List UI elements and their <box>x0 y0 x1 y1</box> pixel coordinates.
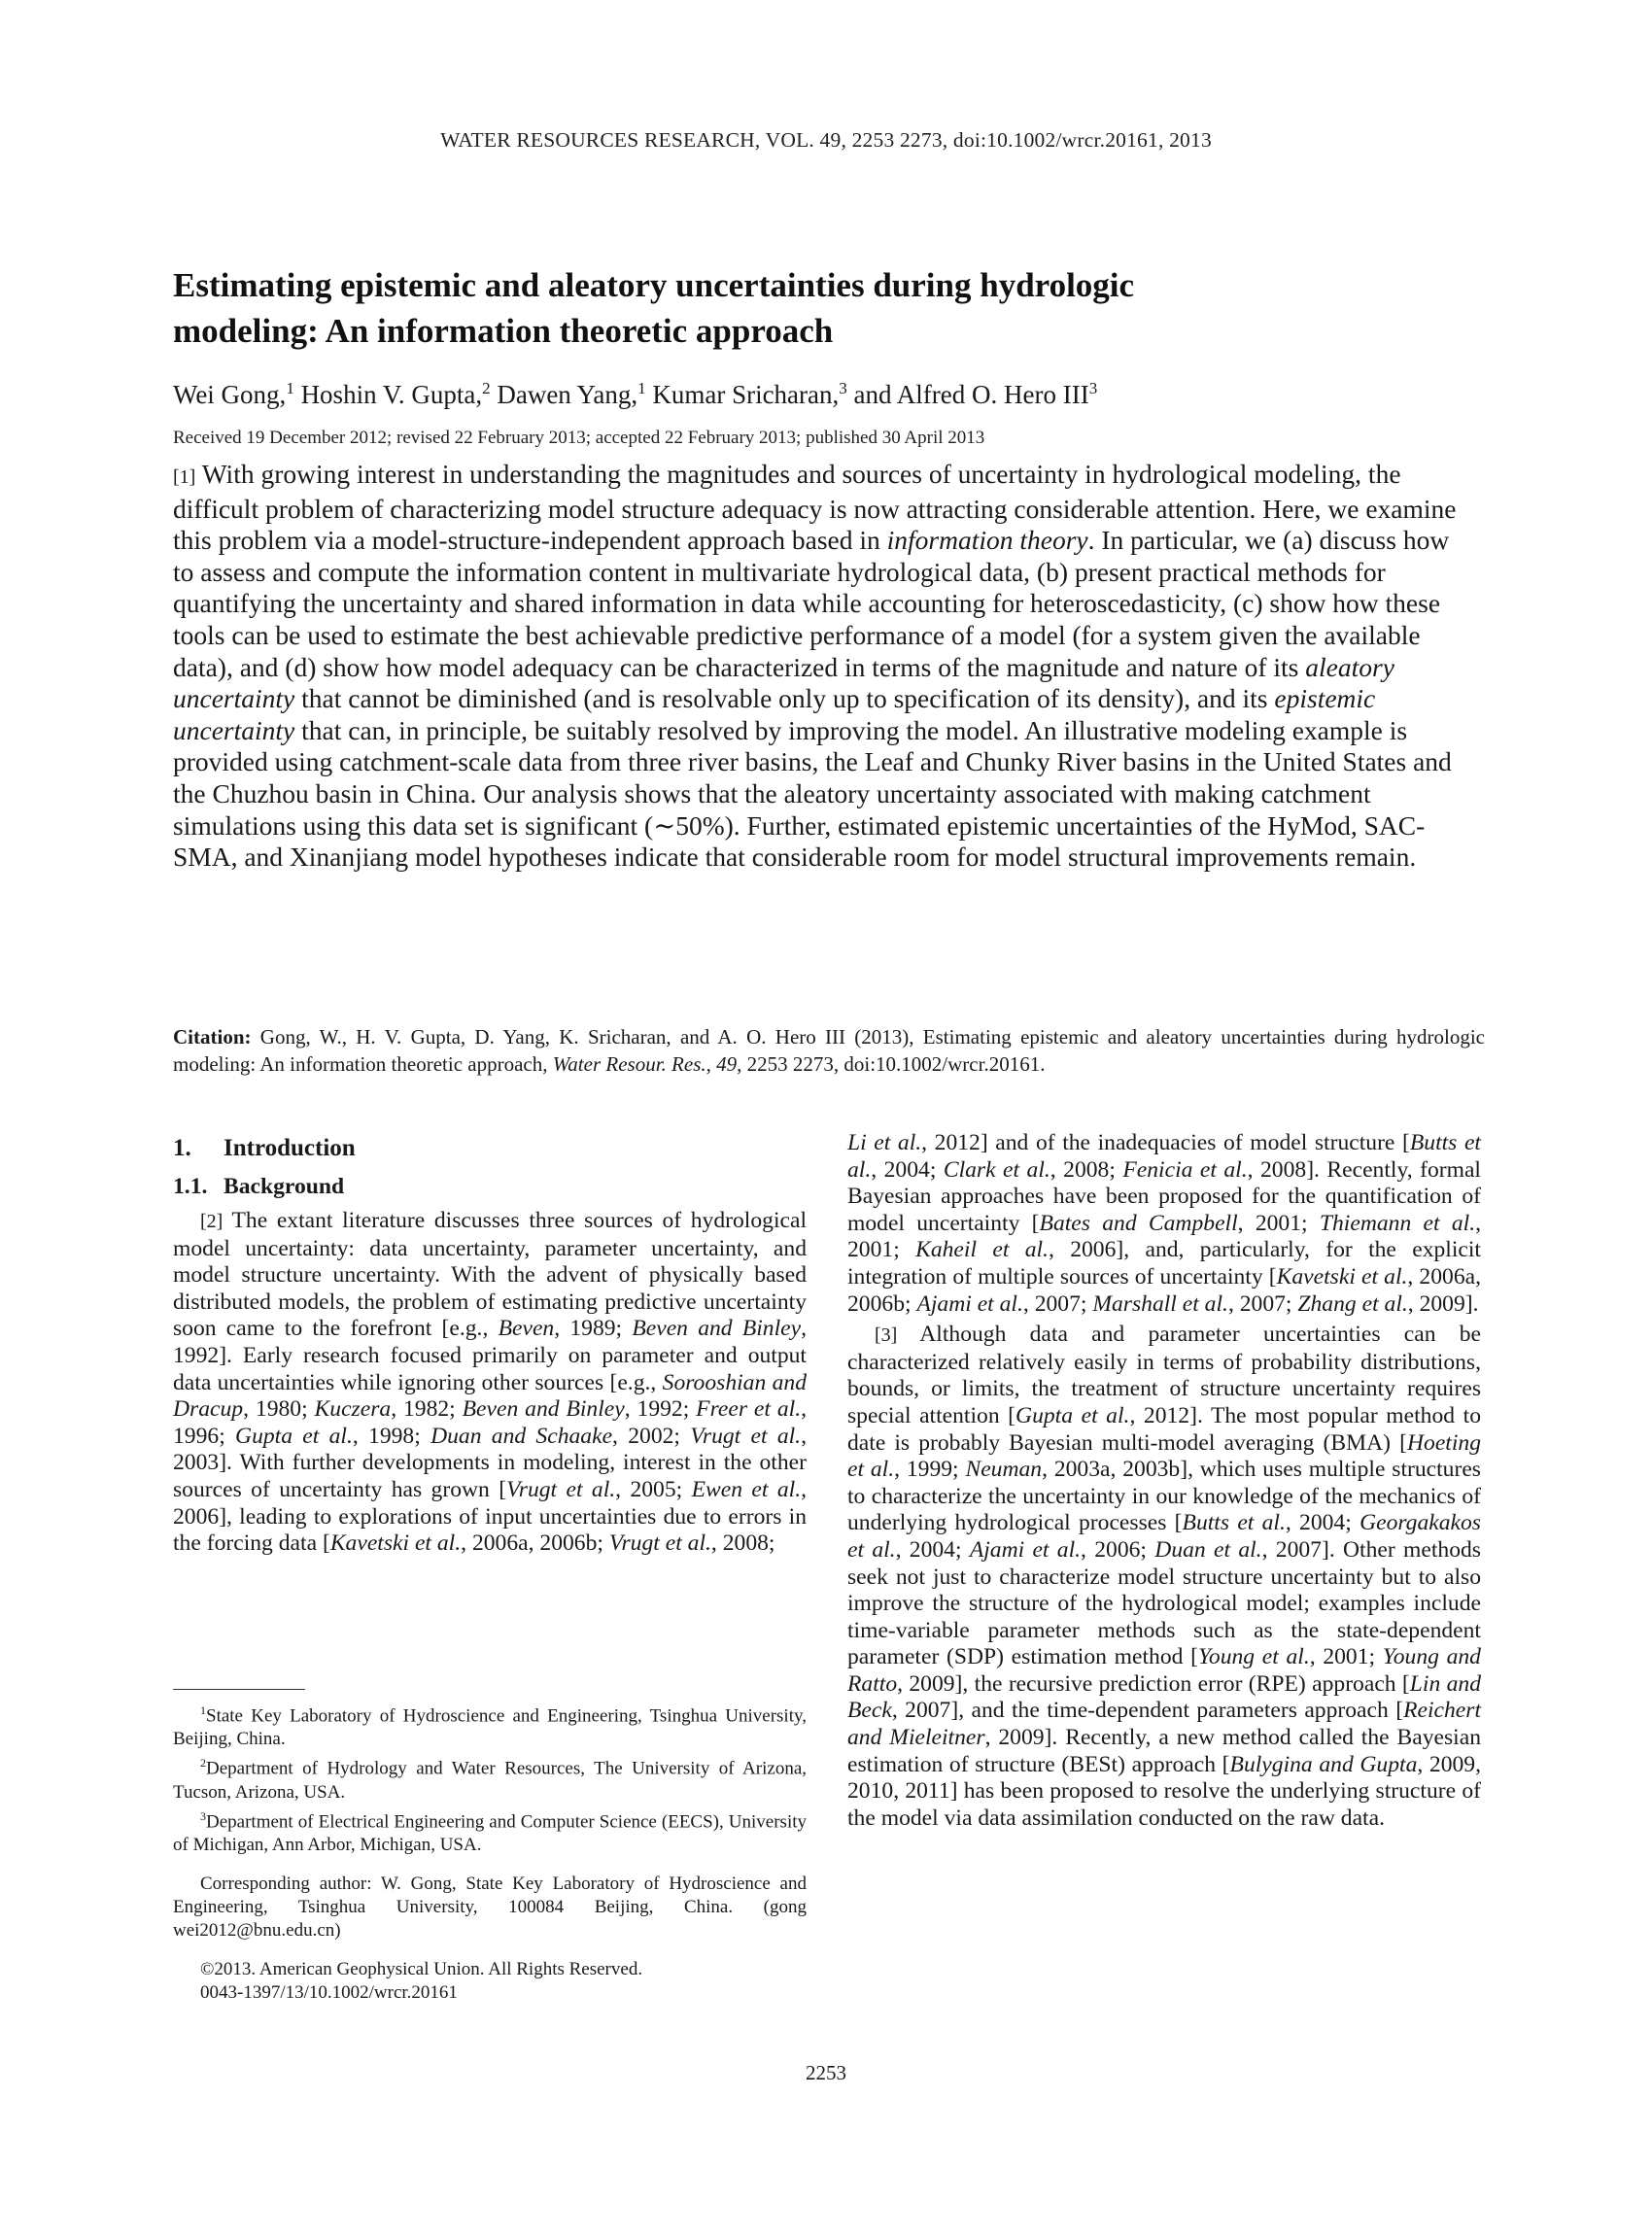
citation-ref: Gupta et al. <box>235 1423 353 1449</box>
citation-ref: Lin and Beck <box>847 1670 1482 1724</box>
citation-ref: Hoeting et al. <box>847 1429 1481 1483</box>
body-text: , 2007; <box>1227 1290 1298 1317</box>
body-text: , 1980; <box>243 1396 315 1423</box>
body-text: , 2009]. Recently, a new method called the Bayesian estimation of structure (BESt) approach [ <box>847 1725 1481 1777</box>
body-text: , 2001; <box>1237 1210 1320 1236</box>
paragraph-number: [1] <box>173 466 196 488</box>
section-heading-introduction <box>173 1134 807 1163</box>
citation-ref: Butts et al. <box>847 1130 1481 1183</box>
affiliation-mark: 1 <box>637 379 646 397</box>
citation-ref: Marshall et al. <box>1092 1290 1228 1317</box>
footnote-mark: 1 <box>200 1703 206 1717</box>
body-text: , 1992; <box>624 1396 697 1423</box>
body-text: , 2004; <box>895 1536 970 1563</box>
subsection-title: Background <box>224 1174 345 1199</box>
footnote-mark: 3 <box>200 1808 206 1823</box>
section-number: 1. <box>173 1135 191 1161</box>
right-column <box>847 1130 1481 1832</box>
body-text: , 2004; <box>1285 1510 1360 1536</box>
title-line-1: Estimating epistemic and aleatory uncertainties during hydrologic <box>173 266 1135 304</box>
citation-ref: Young and Ratto <box>847 1644 1481 1697</box>
affiliation-mark: 1 <box>286 379 294 397</box>
citation-ref: Li et al. <box>847 1130 922 1155</box>
affiliation-mark: 3 <box>1088 379 1098 397</box>
copyright: ©2013. American Geophysical Union. All Rights Reserved. <box>200 1958 643 1979</box>
citation <box>173 1023 1485 1078</box>
citation-ref: Kavetski et al. <box>329 1530 462 1557</box>
author-name: and Alfred O. Hero III <box>846 380 1089 409</box>
body-text: , 2012] and of the inadequacies of model structure [ <box>921 1130 1410 1155</box>
body-text: , 1996; <box>173 1396 807 1449</box>
citation-ref: Ajami et al. <box>916 1290 1023 1317</box>
citation-ref: Zhang et al. <box>1297 1290 1408 1317</box>
citation-ref: Beven and Binley <box>462 1396 625 1423</box>
citation-text: Gong, W., H. V. Gupta, D. Yang, K. Sricharan, and A. O. Hero III (2013), Estimating epistemic and aleatory uncertainties during hydrologic modeling: An information theoretic approach, <box>173 1025 1485 1076</box>
abstract-text: that can, in principle, be suitably resolved by improving the model. An illustrative modeling example is provided using catchment-scale data from three river basins, the Leaf and Chunky River basins in the United States and the Chuzhou basin in China. Our analysis shows that the aleatory uncertainty associated with making catchment simulations using this data set is significant (∼50%). Further, estimated epistemic uncertainties of the HyMod, SAC-SMA, and Xinanjiang model hypotheses indicate that considerable room for model structural improvements remain. <box>173 714 1452 873</box>
citation-ref: Thiemann et al. <box>1319 1210 1476 1236</box>
footnote-text: State Key Laboratory of Hydroscience and Engineering, Tsinghua University, Beijing, China. <box>173 1705 807 1750</box>
author-name: Dawen Yang, <box>490 380 638 409</box>
body-text: , 2003a, 2003b], which uses multiple structures to characterize the uncertainty in our knowledge of the mechanics of underlying hydrological processes [ <box>847 1457 1481 1536</box>
citation-ref: Clark et al. <box>943 1156 1050 1183</box>
citation-text: , 2253 2273, doi:10.1002/wrcr.20161. <box>737 1052 1046 1076</box>
affiliation-mark: 2 <box>482 379 491 397</box>
citation-ref: Ajami et al. <box>969 1536 1082 1563</box>
body-text: , 2004; <box>871 1156 944 1183</box>
footnote-mark: 2 <box>200 1756 206 1771</box>
body-text: , 2006], leading to explorations of input uncertainties due to errors in the forcing data [ <box>173 1476 807 1557</box>
issn-doi: 0043-1397/13/10.1002/wrcr.20161 <box>200 1981 458 2003</box>
body-text: , 2006], and, particularly, for the explicit integration of multiple sources of uncertainty [ <box>847 1237 1481 1289</box>
abstract-text: With growing interest in understanding the magnitudes and sources of uncertainty in hydrological modeling, the difficult problem of characterizing model structure adequacy is now attracting considerable attention. Here, we examine this problem via a model-structure-independent approach based in <box>173 459 1457 556</box>
body-text: , 2003]. With further developments in modeling, interest in the other sources of uncertainty has grown [ <box>173 1423 807 1502</box>
body-text: , 2009]. <box>1407 1290 1479 1317</box>
citation-text: , <box>706 1052 717 1076</box>
page-number: 2253 <box>806 2061 846 2084</box>
body-text: , 2009, 2010, 2011] has been proposed to resolve the underlying structure of the model via data assimilation conducted on the raw data. <box>847 1751 1481 1831</box>
citation-ref: Duan et al. <box>1154 1536 1262 1563</box>
citation-label: Citation: <box>173 1025 252 1049</box>
footnote-affiliation-2 <box>173 1751 807 1804</box>
citation-ref: Gupta et al. <box>1015 1402 1130 1428</box>
citation-ref: Sorooshian and Dracup <box>173 1369 807 1423</box>
footnote-affiliation-3 <box>173 1805 807 1857</box>
abstract-emphasis: aleatory uncertainty <box>173 651 1394 714</box>
body-text: , 1992]. Early research focused primarily on parameter and output data uncertainties while ignoring other sources [e.g., <box>173 1316 807 1395</box>
citation-volume: 49 <box>716 1052 738 1076</box>
author-name: Kumar Sricharan, <box>645 380 840 409</box>
citation-ref: Freer et al. <box>696 1396 802 1423</box>
body-text: The extant literature discusses three sources of hydrological model uncertainty: data uncertainty, parameter uncertainty, and model structure uncertainty. With the advent of physically based distributed models, the problem of estimating predictive uncertainty soon came to the forefront [e.g., <box>173 1208 807 1342</box>
body-text: , 2008]. Recently, formal Bayesian approaches have been proposed for the quantification of model uncertainty [ <box>847 1156 1481 1236</box>
body-text: , 2001; <box>1309 1644 1383 1670</box>
body-text: , 2006; <box>1081 1536 1155 1563</box>
citation-journal: Water Resour. Res. <box>552 1052 706 1076</box>
paragraph-2-continued <box>847 1130 1481 1318</box>
citation-ref: Georgakakos et al. <box>847 1510 1481 1563</box>
abstract-emphasis: epistemic uncertainty <box>173 683 1376 745</box>
citation-ref: Bulygina and Gupta <box>1229 1751 1418 1777</box>
paragraph-number: [3] <box>875 1324 898 1347</box>
body-text: , 1989; <box>554 1316 633 1342</box>
body-text: , 2009], the recursive prediction error (RPE) approach [ <box>897 1670 1410 1697</box>
body-text: , 1998; <box>352 1423 431 1449</box>
paragraph-2 <box>173 1208 807 1558</box>
journal-header: WATER RESOURCES RESEARCH, VOL. 49, 2253 2273, doi:10.1002/wrcr.20161, 2013 <box>440 128 1212 152</box>
title-line-2: modeling: An information theoretic approach <box>173 312 834 350</box>
abstract-text: that cannot be diminished (and is resolvable only up to specification of its density), and its <box>294 683 1275 714</box>
subsection-number: 1.1. <box>173 1174 208 1199</box>
author-name: Hoshin V. Gupta, <box>293 380 483 409</box>
body-text: Although data and parameter uncertainties can be characterized relatively easily in terms of probability distributions, bounds, or limits, the treatment of structure uncertainty requires special attention [ <box>847 1322 1481 1428</box>
citation-ref: Kavetski et al. <box>1276 1263 1408 1289</box>
author-list <box>173 371 1533 412</box>
corresponding-author: Corresponding author: W. Gong, State Key Laboratory of Hydroscience and Engineering, Tsinghua University, 100084 Beijing, China. (gong wei2012@bnu.edu.cn) <box>173 1873 807 1941</box>
body-text: , 2001; <box>847 1210 1481 1263</box>
citation-ref: Duan and Schaake <box>430 1423 613 1449</box>
body-text: , 1999; <box>894 1457 966 1483</box>
citation-ref: Beven and Binley <box>632 1316 802 1342</box>
footnote-rule <box>173 1689 305 1690</box>
body-text: , 1982; <box>391 1396 463 1423</box>
citation-ref: Kuczera <box>314 1396 392 1423</box>
citation-ref: Neuman <box>965 1457 1043 1483</box>
body-text: , 2005; <box>615 1476 692 1502</box>
citation-ref: Fenicia et al. <box>1122 1156 1248 1183</box>
citation-ref: Vrugt et al. <box>506 1476 616 1502</box>
footnotes <box>173 1699 807 2005</box>
body-text: , 2006a, 2006b; <box>461 1530 609 1557</box>
citation-ref: Beven <box>498 1316 555 1342</box>
affiliation-mark: 3 <box>839 379 847 397</box>
abstract <box>173 459 1475 874</box>
citation-ref: Young et al. <box>1197 1644 1310 1670</box>
body-text: , 2006a, 2006b; <box>847 1263 1481 1317</box>
citation-ref: Kaheil et al. <box>915 1237 1049 1263</box>
body-text: , 2007], and the time-dependent parameters approach [ <box>891 1698 1404 1724</box>
body-text: , 2012]. The most popular method to date is probably Bayesian multi-model averaging (BMA) [ <box>847 1402 1481 1456</box>
citation-ref: Bates and Campbell <box>1039 1210 1238 1236</box>
left-column <box>173 1130 807 1558</box>
citation-ref: Reichert and Mieleitner <box>847 1698 1481 1751</box>
citation-ref: Butts et al. <box>1182 1510 1286 1536</box>
article-title <box>173 262 1533 354</box>
subsection-heading-background <box>173 1173 807 1200</box>
citation-ref: Vrugt et al. <box>608 1530 711 1557</box>
abstract-emphasis: information theory <box>886 525 1088 556</box>
footnote-text: Department of Electrical Engineering and Computer Science (EECS), University of Michigan, Ann Arbor, Michigan, USA. <box>173 1810 807 1855</box>
received-dates: Received 19 December 2012; revised 22 February 2013; accepted 22 February 2013; published 30 April 2013 <box>173 428 985 448</box>
body-text: , 2002; <box>612 1423 691 1449</box>
body-text: , 2007; <box>1022 1290 1093 1317</box>
body-text: , 2007]. Other methods seek not just to characterize model structure uncertainty but to also improve the structure of the hydrological model; examples include time-variable parameter methods such as the state-dependent parameter (SDP) estimation method [ <box>847 1536 1481 1670</box>
citation-ref: Ewen et al. <box>691 1476 802 1502</box>
paragraph-number: [2] <box>200 1211 224 1232</box>
paragraph-3 <box>847 1322 1481 1832</box>
footnote-affiliation-1 <box>173 1699 807 1751</box>
footnote-text: Department of Hydrology and Water Resources, The University of Arizona, Tucson, Arizona, USA. <box>173 1758 807 1803</box>
author-name: Wei Gong, <box>173 380 287 409</box>
body-text: , 2008; <box>1050 1156 1123 1183</box>
body-text: , 2008; <box>710 1530 775 1557</box>
abstract-text: . In particular, we (a) discuss how to assess and compute the information content in multivariate hydrological data, (b) present practical methods for quantifying the uncertainty and shared information in data while accounting for heteroscedasticity, (c) show how these tools can be used to estimate the best achievable predictive performance of a model (for a system given the available data), and (d) show how model adequacy can be characterized in terms of the magnitude and nature of its <box>173 525 1450 682</box>
section-title: Introduction <box>224 1135 356 1161</box>
citation-ref: Vrugt et al. <box>690 1423 802 1449</box>
